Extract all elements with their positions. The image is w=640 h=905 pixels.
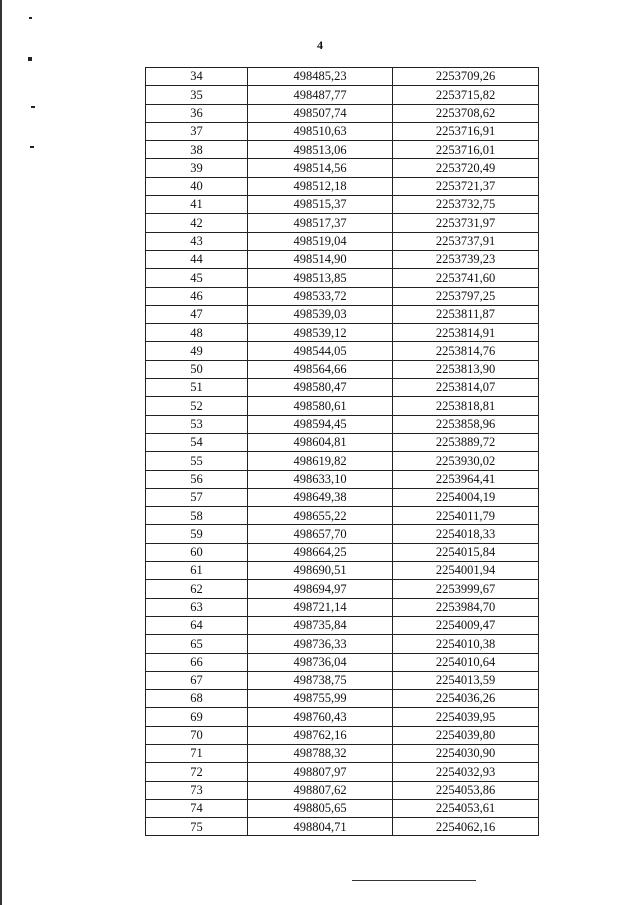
table-row	[146, 104, 539, 122]
point-number-cell: 67	[146, 671, 248, 689]
y-coordinate-cell: 2253739,23	[393, 250, 539, 268]
y-coordinate-cell: 2253731,97	[393, 214, 539, 232]
y-coordinate-cell: 2253818,81	[393, 397, 539, 415]
table-row	[146, 671, 539, 689]
table-row	[146, 196, 539, 214]
y-coordinate-cell: 2253732,75	[393, 196, 539, 214]
scan-speck	[28, 57, 32, 61]
y-coordinate-cell: 2254009,47	[393, 616, 539, 634]
point-number-cell: 75	[146, 818, 248, 836]
point-number-cell: 61	[146, 562, 248, 580]
x-coordinate-cell: 498694,97	[248, 580, 393, 598]
y-coordinate-cell: 2253737,91	[393, 232, 539, 250]
point-number-cell: 39	[146, 159, 248, 177]
y-coordinate-cell: 2254036,26	[393, 690, 539, 708]
coordinates-table	[145, 67, 539, 836]
table-row	[146, 690, 539, 708]
x-coordinate-cell: 498721,14	[248, 598, 393, 616]
y-coordinate-cell: 2254001,94	[393, 562, 539, 580]
point-number-cell: 55	[146, 452, 248, 470]
point-number-cell: 38	[146, 141, 248, 159]
point-number-cell: 52	[146, 397, 248, 415]
point-number-cell: 43	[146, 232, 248, 250]
table-row	[146, 232, 539, 250]
scan-speck	[30, 146, 34, 148]
table-row	[146, 287, 539, 305]
point-number-cell: 58	[146, 507, 248, 525]
point-number-cell: 66	[146, 653, 248, 671]
y-coordinate-cell: 2254053,86	[393, 781, 539, 799]
y-coordinate-cell: 2254039,95	[393, 708, 539, 726]
x-coordinate-cell: 498655,22	[248, 507, 393, 525]
y-coordinate-cell: 2253984,70	[393, 598, 539, 616]
point-number-cell: 47	[146, 305, 248, 323]
y-coordinate-cell: 2253720,49	[393, 159, 539, 177]
table-row	[146, 159, 539, 177]
table-row	[146, 708, 539, 726]
y-coordinate-cell: 2254032,93	[393, 763, 539, 781]
table-row	[146, 598, 539, 616]
point-number-cell: 49	[146, 342, 248, 360]
x-coordinate-cell: 498760,43	[248, 708, 393, 726]
point-number-cell: 51	[146, 379, 248, 397]
x-coordinate-cell: 498515,37	[248, 196, 393, 214]
x-coordinate-cell: 498619,82	[248, 452, 393, 470]
y-coordinate-cell: 2253814,91	[393, 324, 539, 342]
point-number-cell: 62	[146, 580, 248, 598]
x-coordinate-cell: 498807,62	[248, 781, 393, 799]
x-coordinate-cell: 498664,25	[248, 543, 393, 561]
y-coordinate-cell: 2253721,37	[393, 177, 539, 195]
x-coordinate-cell: 498539,12	[248, 324, 393, 342]
x-coordinate-cell: 498633,10	[248, 470, 393, 488]
table-row	[146, 562, 539, 580]
y-coordinate-cell: 2253999,67	[393, 580, 539, 598]
y-coordinate-cell: 2254004,19	[393, 488, 539, 506]
table-row	[146, 141, 539, 159]
table-row	[146, 543, 539, 561]
point-number-cell: 72	[146, 763, 248, 781]
point-number-cell: 42	[146, 214, 248, 232]
y-coordinate-cell: 2253814,07	[393, 379, 539, 397]
y-coordinate-cell: 2253741,60	[393, 269, 539, 287]
point-number-cell: 41	[146, 196, 248, 214]
x-coordinate-cell: 498736,04	[248, 653, 393, 671]
point-number-cell: 65	[146, 635, 248, 653]
table-row	[146, 525, 539, 543]
y-coordinate-cell: 2253889,72	[393, 433, 539, 451]
table-row	[146, 122, 539, 140]
table-row	[146, 781, 539, 799]
y-coordinate-cell: 2253708,62	[393, 104, 539, 122]
point-number-cell: 71	[146, 744, 248, 762]
coordinates-table-body	[146, 68, 539, 836]
y-coordinate-cell: 2254018,33	[393, 525, 539, 543]
y-coordinate-cell: 2253709,26	[393, 68, 539, 86]
y-coordinate-cell: 2254010,64	[393, 653, 539, 671]
y-coordinate-cell: 2254010,38	[393, 635, 539, 653]
x-coordinate-cell: 498533,72	[248, 287, 393, 305]
x-coordinate-cell: 498514,90	[248, 250, 393, 268]
table-row	[146, 488, 539, 506]
x-coordinate-cell: 498788,32	[248, 744, 393, 762]
point-number-cell: 40	[146, 177, 248, 195]
point-number-cell: 35	[146, 86, 248, 104]
table-row	[146, 86, 539, 104]
y-coordinate-cell: 2253858,96	[393, 415, 539, 433]
x-coordinate-cell: 498807,97	[248, 763, 393, 781]
point-number-cell: 48	[146, 324, 248, 342]
point-number-cell: 59	[146, 525, 248, 543]
x-coordinate-cell: 498539,03	[248, 305, 393, 323]
table-row	[146, 433, 539, 451]
scan-speck	[31, 106, 35, 108]
point-number-cell: 64	[146, 616, 248, 634]
scan-speck	[29, 17, 32, 19]
table-row	[146, 269, 539, 287]
table-row	[146, 342, 539, 360]
point-number-cell: 56	[146, 470, 248, 488]
table-row	[146, 360, 539, 378]
table-row	[146, 415, 539, 433]
table-row	[146, 507, 539, 525]
table-row	[146, 397, 539, 415]
table-row	[146, 818, 539, 836]
table-row	[146, 379, 539, 397]
point-number-cell: 44	[146, 250, 248, 268]
scan-left-edge	[0, 0, 2, 905]
x-coordinate-cell: 498649,38	[248, 488, 393, 506]
y-coordinate-cell: 2254053,61	[393, 799, 539, 817]
y-coordinate-cell: 2253716,91	[393, 122, 539, 140]
y-coordinate-cell: 2253797,25	[393, 287, 539, 305]
footer-line	[352, 880, 476, 881]
table-row	[146, 580, 539, 598]
x-coordinate-cell: 498507,74	[248, 104, 393, 122]
table-row	[146, 635, 539, 653]
point-number-cell: 36	[146, 104, 248, 122]
y-coordinate-cell: 2254013,59	[393, 671, 539, 689]
x-coordinate-cell: 498580,47	[248, 379, 393, 397]
x-coordinate-cell: 498755,99	[248, 690, 393, 708]
x-coordinate-cell: 498519,04	[248, 232, 393, 250]
y-coordinate-cell: 2253964,41	[393, 470, 539, 488]
y-coordinate-cell: 2254039,80	[393, 726, 539, 744]
point-number-cell: 69	[146, 708, 248, 726]
x-coordinate-cell: 498487,77	[248, 86, 393, 104]
y-coordinate-cell: 2253716,01	[393, 141, 539, 159]
y-coordinate-cell: 2253930,02	[393, 452, 539, 470]
table-row	[146, 250, 539, 268]
x-coordinate-cell: 498804,71	[248, 818, 393, 836]
x-coordinate-cell: 498512,18	[248, 177, 393, 195]
x-coordinate-cell: 498736,33	[248, 635, 393, 653]
table-row	[146, 324, 539, 342]
y-coordinate-cell: 2253811,87	[393, 305, 539, 323]
point-number-cell: 34	[146, 68, 248, 86]
x-coordinate-cell: 498690,51	[248, 562, 393, 580]
x-coordinate-cell: 498594,45	[248, 415, 393, 433]
y-coordinate-cell: 2254011,79	[393, 507, 539, 525]
table-row	[146, 744, 539, 762]
table-row	[146, 214, 539, 232]
page-number: 4	[317, 38, 323, 52]
x-coordinate-cell: 498657,70	[248, 525, 393, 543]
table-row	[146, 470, 539, 488]
x-coordinate-cell: 498604,81	[248, 433, 393, 451]
x-coordinate-cell: 498510,63	[248, 122, 393, 140]
x-coordinate-cell: 498580,61	[248, 397, 393, 415]
x-coordinate-cell: 498564,66	[248, 360, 393, 378]
table-row	[146, 616, 539, 634]
x-coordinate-cell: 498762,16	[248, 726, 393, 744]
table-row	[146, 763, 539, 781]
y-coordinate-cell: 2253814,76	[393, 342, 539, 360]
y-coordinate-cell: 2253813,90	[393, 360, 539, 378]
table-row	[146, 799, 539, 817]
y-coordinate-cell: 2254062,16	[393, 818, 539, 836]
x-coordinate-cell: 498513,06	[248, 141, 393, 159]
table-row	[146, 305, 539, 323]
point-number-cell: 46	[146, 287, 248, 305]
point-number-cell: 74	[146, 799, 248, 817]
point-number-cell: 68	[146, 690, 248, 708]
point-number-cell: 73	[146, 781, 248, 799]
x-coordinate-cell: 498513,85	[248, 269, 393, 287]
x-coordinate-cell: 498738,75	[248, 671, 393, 689]
x-coordinate-cell: 498485,23	[248, 68, 393, 86]
x-coordinate-cell: 498735,84	[248, 616, 393, 634]
point-number-cell: 57	[146, 488, 248, 506]
point-number-cell: 53	[146, 415, 248, 433]
point-number-cell: 60	[146, 543, 248, 561]
x-coordinate-cell: 498544,05	[248, 342, 393, 360]
point-number-cell: 45	[146, 269, 248, 287]
table-row	[146, 177, 539, 195]
point-number-cell: 70	[146, 726, 248, 744]
y-coordinate-cell: 2253715,82	[393, 86, 539, 104]
x-coordinate-cell: 498805,65	[248, 799, 393, 817]
table-row	[146, 726, 539, 744]
point-number-cell: 54	[146, 433, 248, 451]
x-coordinate-cell: 498514,56	[248, 159, 393, 177]
table-row	[146, 653, 539, 671]
table-row	[146, 68, 539, 86]
point-number-cell: 37	[146, 122, 248, 140]
point-number-cell: 50	[146, 360, 248, 378]
point-number-cell: 63	[146, 598, 248, 616]
x-coordinate-cell: 498517,37	[248, 214, 393, 232]
table-row	[146, 452, 539, 470]
y-coordinate-cell: 2254015,84	[393, 543, 539, 561]
y-coordinate-cell: 2254030,90	[393, 744, 539, 762]
